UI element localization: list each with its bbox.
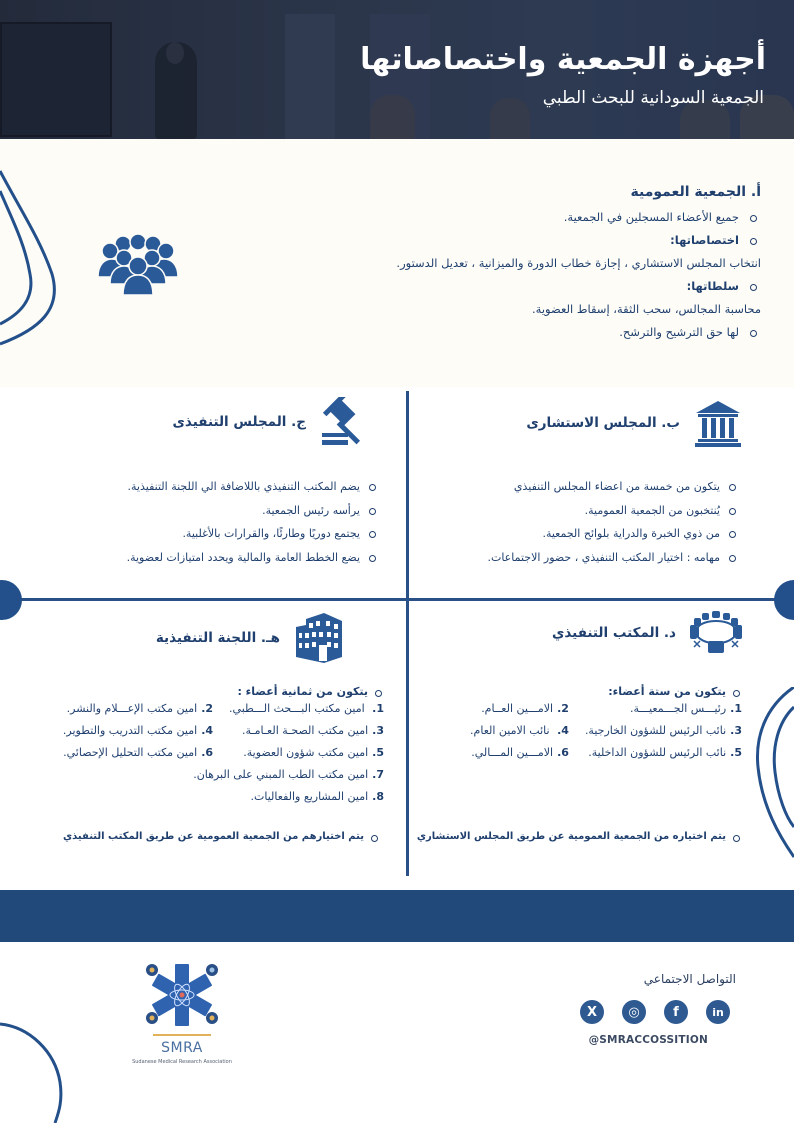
people-group-icon [97, 234, 179, 296]
page-title: أجهزة الجمعية واختصاصاتها [360, 42, 766, 77]
member-number: 2. [201, 702, 214, 715]
list-item: جميع الأعضاء المسجلين في الجمعية. [291, 206, 761, 229]
member-number: 6. [201, 746, 214, 759]
footer [0, 942, 794, 1123]
section-advisory-council [420, 387, 742, 597]
facebook-icon[interactable]: f [664, 1000, 688, 1024]
section-executive-committee [20, 601, 392, 881]
member-number: 8. [372, 790, 384, 803]
member-number: 5. [372, 746, 384, 759]
background-audience [370, 95, 415, 139]
social-label: التواصل الاجتماعي [643, 972, 736, 986]
executive-committee-members [63, 685, 384, 808]
member-title: امين مكتب التدريب والتطوير. [62, 724, 198, 737]
section-heading: هـ. اللجنة التنفيذية [155, 630, 280, 646]
member-item [585, 698, 742, 720]
list-item: من ذوي الخبرة والدراية بلوائح الجمعية. [487, 522, 738, 546]
list-item: يرأسه رئيس الجمعية. [127, 499, 378, 523]
general-assembly-content [291, 184, 761, 344]
councils-grid [0, 387, 794, 890]
member-item [470, 742, 569, 764]
member-item [63, 764, 384, 786]
decorative-circle [0, 580, 22, 620]
member-item [229, 720, 384, 742]
member-title: نائب الامين العام. [470, 724, 554, 737]
star-of-life-icon [142, 962, 222, 1028]
decorative-curves [0, 942, 80, 1123]
instagram-icon[interactable]: ◎ [622, 1000, 646, 1024]
member-item [470, 720, 569, 742]
decorative-circle [774, 580, 794, 620]
list-item: يُنتخبون من الجمعية العمومية. [487, 499, 738, 523]
background-audience [490, 98, 530, 139]
list-item-text: انتخاب المجلس الاستشاري ، إجازة خطاب الدورة والميزانية ، تعديل الدستور. [396, 256, 761, 270]
section-header [173, 397, 372, 447]
members-grid [470, 698, 742, 764]
list-item-heading: سلطاتها: [291, 275, 761, 298]
social-links [566, 972, 736, 1046]
list-item: لها حق الترشيح والترشح. [291, 321, 761, 344]
member-title: امين مكتب شؤون العضوية. [243, 746, 369, 759]
selection-note: يتم اختياره من الجمعية العمومية عن طريق المجلس الاستشاري [417, 831, 742, 842]
list-item: يضم المكتب التنفيذي باللاضافة الي اللجنة التنفيذية. [127, 475, 378, 499]
section-heading: ج. المجلس التنفيذى [172, 414, 306, 430]
institution-building-icon [694, 399, 742, 447]
member-title: امين مكتب التحليل الإحصائي. [63, 746, 198, 759]
member-title: امين مكتب الطب المبني على البرهان. [193, 768, 369, 781]
member-title: امين مكتب الإعـــلام والنشر. [66, 702, 198, 715]
background-presenter-head [166, 42, 184, 64]
x-icon[interactable]: X [580, 1000, 604, 1024]
section-header [552, 611, 742, 655]
member-item [229, 698, 384, 720]
members-grid [63, 698, 384, 764]
page-subtitle: الجمعية السودانية للبحث الطبي [542, 88, 764, 108]
member-number: 2. [557, 702, 569, 715]
member-number: 4. [557, 724, 569, 737]
logo-acronym: SMRA [161, 1040, 203, 1056]
conference-table-icon [690, 611, 742, 655]
member-item [229, 742, 384, 764]
gavel-icon [320, 397, 372, 447]
list-item: يتكون من خمسة من اعضاء المجلس التنفيذي [487, 475, 738, 499]
list-item-heading: اختصاصاتها: [291, 229, 761, 252]
section-general-assembly [0, 139, 794, 387]
member-item [63, 742, 213, 764]
social-handle[interactable]: @SMRACCOSSITION [588, 1034, 708, 1046]
member-title: الامـــين العــام. [481, 702, 554, 715]
smra-logo [130, 962, 234, 1065]
list-item-text: محاسبة المجالس، سحب الثقة، إسقاط العضوية. [532, 302, 761, 316]
member-title: نائب الرئيس للشؤون الداخلية. [588, 746, 727, 759]
member-title: الامـــين المـــالي. [471, 746, 554, 759]
member-number: 3. [372, 724, 384, 737]
member-number: 7. [372, 768, 384, 781]
list-item: مهامه : اختيار المكتب التنفيذي ، حضور الاجتماعات. [487, 546, 738, 570]
member-item [585, 720, 742, 742]
background-door [285, 14, 335, 139]
section-executive-council [30, 387, 392, 597]
section-header [526, 399, 742, 447]
logo-divider [153, 1034, 211, 1036]
section-heading: ب. المجلس الاستشارى [526, 415, 680, 431]
member-number: 6. [557, 746, 569, 759]
members-heading: يتكون من ثمانية أعضاء : [63, 685, 384, 698]
member-item [63, 786, 384, 808]
member-title: امين مكتب الصحـة العـامـة. [241, 724, 369, 737]
section-heading: أ. الجمعية العمومية [630, 184, 761, 200]
advisory-council-list [487, 475, 738, 569]
member-number: 4. [201, 724, 214, 737]
social-icons [566, 1000, 730, 1024]
decorative-curves [720, 687, 794, 887]
linkedin-icon[interactable]: in [706, 1000, 730, 1024]
member-item [63, 698, 213, 720]
header-banner [0, 0, 794, 139]
member-number: 5. [730, 746, 742, 759]
member-title: امين مكتب البـــحث الـــطبي. [229, 702, 369, 715]
office-building-icon [294, 613, 344, 663]
member-title: امين المشاريع والفعاليات. [250, 790, 369, 803]
member-number: 1. [372, 702, 384, 715]
member-item [585, 742, 742, 764]
background-board [0, 22, 112, 137]
section-executive-office [416, 601, 742, 881]
member-number: 3. [730, 724, 742, 737]
footer-band [0, 890, 794, 942]
member-number: 1. [730, 702, 742, 715]
executive-council-list [127, 475, 378, 569]
list-item: يجتمع دوريًا وطارئًا، والقرارات بالأغلبية. [127, 522, 378, 546]
executive-office-members [470, 685, 742, 764]
selection-note: يتم اختيارهم من الجمعية العمومية عن طريق المكتب التنفيذي [63, 831, 380, 842]
divider-vertical [406, 391, 409, 876]
list-item: يضع الخطط العامة والمالية ويحدد امتيازات لعضوية. [127, 546, 378, 570]
logo-full-name: Sudanese Medical Research Association [132, 1059, 232, 1065]
section-header [156, 613, 344, 663]
member-title: رئيـــس الجـــمعيـــة. [630, 702, 727, 715]
member-title: نائب الرئيس للشؤون الخارجية. [584, 724, 727, 737]
member-item [63, 720, 213, 742]
section-heading: د. المكتب التنفيذي [552, 625, 676, 641]
member-item [470, 698, 569, 720]
members-heading: يتكون من ستة أعضاء: [470, 685, 742, 698]
